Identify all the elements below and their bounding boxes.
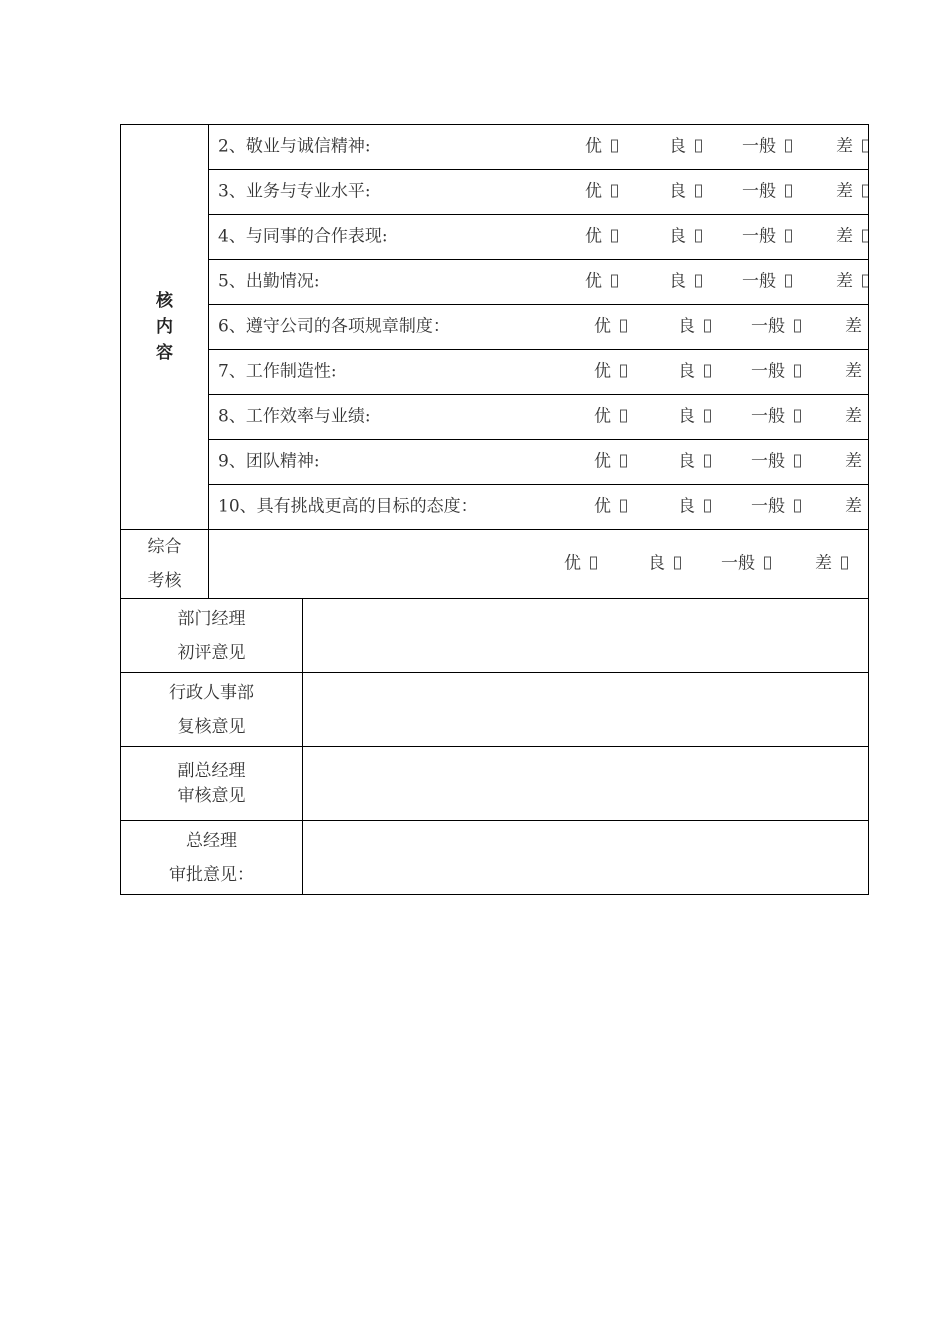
checkbox[interactable]	[620, 410, 627, 423]
checkbox[interactable]	[794, 320, 801, 333]
option-label: 一般	[721, 553, 755, 574]
checkbox[interactable]	[785, 140, 792, 153]
option-excellent[interactable]	[594, 451, 627, 472]
criteria-label: 10、具有挑战更高的目标的态度：	[218, 496, 478, 517]
option-label: 一般	[742, 181, 776, 202]
option-label: 一般	[751, 496, 785, 517]
approval-row	[121, 747, 869, 821]
option-label: 优	[585, 136, 602, 157]
checkbox[interactable]	[695, 230, 702, 243]
section-label-char: 核	[156, 291, 173, 311]
checkbox[interactable]	[704, 365, 711, 378]
approval-comment-field[interactable]	[303, 747, 869, 821]
option-average[interactable]	[751, 316, 801, 337]
criteria-row	[121, 170, 869, 215]
approval-label-cell	[121, 599, 303, 673]
checkbox[interactable]	[704, 500, 711, 513]
checkbox[interactable]	[695, 185, 702, 198]
option-excellent[interactable]	[585, 181, 618, 202]
approval-label-cell	[121, 821, 303, 895]
criteria-label: 6、遵守公司的各项规章制度：	[218, 316, 450, 337]
checkbox[interactable]	[862, 185, 869, 198]
option-label: 优	[594, 361, 611, 382]
criteria-item	[209, 170, 869, 215]
checkbox[interactable]	[704, 410, 711, 423]
option-average[interactable]	[751, 406, 801, 427]
checkbox[interactable]	[611, 275, 618, 288]
criteria-row	[121, 125, 869, 170]
checkbox[interactable]	[674, 557, 681, 570]
option-label: 一般	[751, 451, 785, 472]
option-label: 良	[678, 406, 695, 427]
option-poor[interactable]	[845, 406, 869, 427]
option-poor[interactable]	[836, 271, 869, 292]
evaluation-form-table	[120, 124, 869, 895]
approval-row	[121, 599, 869, 673]
option-average[interactable]	[751, 451, 801, 472]
option-excellent[interactable]	[585, 226, 618, 247]
option-label: 差	[836, 271, 853, 292]
approval-label-cell	[121, 673, 303, 747]
approval-comment-field[interactable]	[303, 673, 869, 747]
option-label: 良	[669, 226, 686, 247]
criteria-label: 4、与同事的合作表现:	[218, 226, 388, 247]
checkbox[interactable]	[611, 230, 618, 243]
option-average[interactable]	[742, 226, 792, 247]
option-label: 差	[836, 181, 853, 202]
checkbox[interactable]	[785, 185, 792, 198]
criteria-item	[209, 395, 869, 440]
option-label: 良	[678, 496, 695, 517]
criteria-row	[121, 350, 869, 395]
section-label-char: 容	[156, 343, 173, 363]
option-label: 良	[669, 271, 686, 292]
criteria-label: 9、团队精神:	[218, 451, 320, 472]
checkbox[interactable]	[620, 455, 627, 468]
option-label: 优	[585, 226, 602, 247]
option-label: 差	[815, 553, 832, 574]
checkbox[interactable]	[794, 455, 801, 468]
option-label: 良	[678, 361, 695, 382]
checkbox[interactable]	[785, 275, 792, 288]
criteria-row	[121, 260, 869, 305]
approval-comment-field[interactable]	[303, 599, 869, 673]
criteria-row	[121, 395, 869, 440]
option-excellent[interactable]	[585, 136, 618, 157]
option-average[interactable]	[751, 361, 801, 382]
section-label-cell	[121, 125, 209, 530]
option-label: 一般	[751, 361, 785, 382]
option-label: 优	[564, 553, 581, 574]
option-label: 优	[594, 406, 611, 427]
criteria-item	[209, 305, 869, 350]
checkbox[interactable]	[841, 557, 848, 570]
option-excellent[interactable]	[585, 271, 618, 292]
option-label: 一般	[742, 271, 776, 292]
criteria-item	[209, 215, 869, 260]
checkbox[interactable]	[620, 320, 627, 333]
approval-comment-field[interactable]	[303, 821, 869, 895]
criteria-label: 8、工作效率与业绩:	[218, 406, 371, 427]
option-label: 差	[845, 496, 862, 517]
option-label: 优	[594, 316, 611, 337]
overall-label-line1: 综合	[147, 537, 182, 557]
overall-label-line2: 考核	[147, 571, 182, 591]
checkbox[interactable]	[862, 140, 869, 153]
option-good[interactable]	[678, 361, 711, 382]
checkbox[interactable]	[764, 557, 771, 570]
option-poor[interactable]	[836, 181, 869, 202]
approval-label-cell	[121, 747, 303, 821]
option-poor[interactable]	[845, 451, 869, 472]
criteria-item	[209, 125, 869, 170]
approval-label-line1: 总经理	[186, 830, 237, 851]
option-label: 一般	[751, 316, 785, 337]
option-average[interactable]	[742, 181, 792, 202]
option-good[interactable]	[678, 451, 711, 472]
option-average[interactable]	[742, 136, 792, 157]
overall-row	[121, 530, 869, 599]
option-good[interactable]	[678, 316, 711, 337]
option-good[interactable]	[669, 226, 702, 247]
option-poor[interactable]	[845, 361, 869, 382]
checkbox[interactable]	[611, 185, 618, 198]
criteria-item	[209, 440, 869, 485]
checkbox[interactable]	[794, 410, 801, 423]
option-label: 差	[845, 451, 862, 472]
criteria-row	[121, 215, 869, 260]
checkbox[interactable]	[785, 230, 792, 243]
option-label: 一般	[742, 226, 776, 247]
checkbox[interactable]	[794, 365, 801, 378]
option-label: 差	[836, 226, 853, 247]
option-excellent[interactable]	[594, 361, 627, 382]
checkbox[interactable]	[695, 275, 702, 288]
option-poor[interactable]	[815, 553, 848, 574]
checkbox[interactable]	[862, 275, 869, 288]
option-label: 优	[585, 181, 602, 202]
checkbox[interactable]	[590, 557, 597, 570]
checkbox[interactable]	[704, 455, 711, 468]
overall-rating-cell	[209, 530, 869, 599]
option-label: 优	[585, 271, 602, 292]
option-good[interactable]	[669, 271, 702, 292]
option-label: 一般	[742, 136, 776, 157]
option-excellent[interactable]	[594, 406, 627, 427]
approval-label-line2: 审批意见：	[169, 864, 254, 885]
option-label: 良	[669, 136, 686, 157]
checkbox[interactable]	[704, 320, 711, 333]
option-average[interactable]	[751, 496, 801, 517]
approval-row	[121, 821, 869, 895]
criteria-item	[209, 350, 869, 395]
checkbox[interactable]	[620, 365, 627, 378]
option-label: 良	[648, 553, 665, 574]
approval-label-line1: 行政人事部	[169, 682, 254, 703]
option-label: 良	[678, 316, 695, 337]
approval-row	[121, 673, 869, 747]
checkbox[interactable]	[620, 500, 627, 513]
criteria-item	[209, 485, 869, 530]
criteria-item	[209, 260, 869, 305]
option-good[interactable]	[678, 496, 711, 517]
approval-label-line2: 初评意见	[177, 642, 246, 663]
option-good[interactable]	[678, 406, 711, 427]
criteria-label: 7、工作制造性:	[218, 361, 337, 382]
criteria-label: 2、敬业与诚信精神:	[218, 136, 371, 157]
checkbox[interactable]	[695, 140, 702, 153]
option-good[interactable]	[669, 136, 702, 157]
checkbox[interactable]	[611, 140, 618, 153]
overall-label-cell	[121, 530, 209, 599]
option-poor[interactable]	[836, 136, 869, 157]
option-label: 差	[845, 406, 862, 427]
option-label: 良	[669, 181, 686, 202]
checkbox[interactable]	[794, 500, 801, 513]
option-label: 优	[594, 496, 611, 517]
option-poor[interactable]	[836, 226, 869, 247]
option-good[interactable]	[648, 553, 681, 574]
criteria-row	[121, 440, 869, 485]
section-label-char: 内	[156, 317, 173, 337]
approval-label-line2: 复核意见	[177, 716, 246, 737]
approval-label-line2: 审核意见	[177, 785, 246, 806]
option-average[interactable]	[721, 553, 771, 574]
option-label: 良	[678, 451, 695, 472]
option-average[interactable]	[742, 271, 792, 292]
option-excellent[interactable]	[564, 553, 597, 574]
option-label: 优	[594, 451, 611, 472]
criteria-label: 3、业务与专业水平:	[218, 181, 371, 202]
criteria-row	[121, 305, 869, 350]
option-excellent[interactable]	[594, 316, 627, 337]
option-label: 差	[845, 316, 862, 337]
checkbox[interactable]	[862, 230, 869, 243]
option-poor[interactable]	[845, 496, 869, 517]
criteria-label: 5、出勤情况:	[218, 271, 320, 292]
option-label: 一般	[751, 406, 785, 427]
approval-label-line1: 副总经理	[177, 760, 246, 781]
option-good[interactable]	[669, 181, 702, 202]
option-label: 差	[836, 136, 853, 157]
criteria-row	[121, 485, 869, 530]
option-excellent[interactable]	[594, 496, 627, 517]
option-poor[interactable]	[845, 316, 869, 337]
approval-label-line1: 部门经理	[177, 608, 246, 629]
option-label: 差	[845, 361, 862, 382]
